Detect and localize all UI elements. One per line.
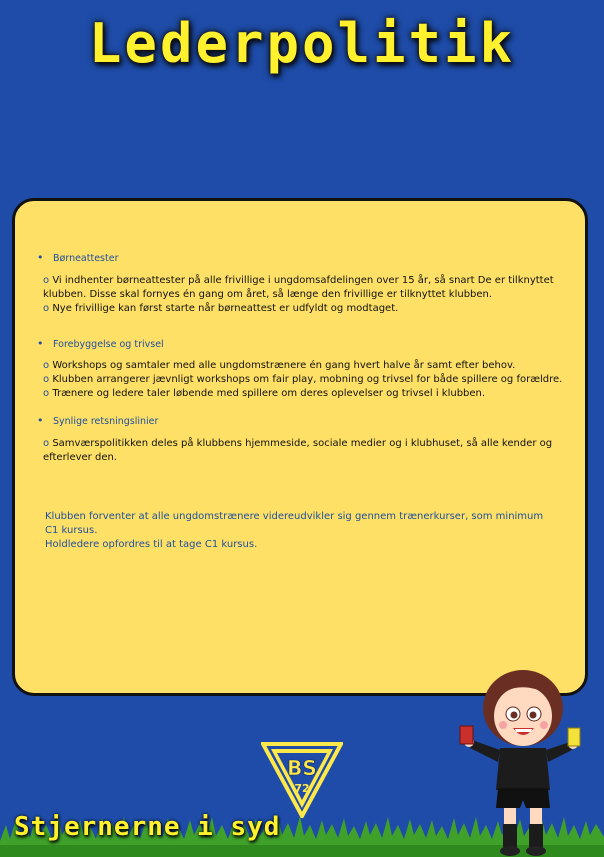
red-card-icon — [460, 726, 473, 744]
section-line: o Klubben arrangerer jævnligt workshops om fair play, mobning og trivsel for både spillere og forældre. — [43, 374, 563, 385]
bullet-icon: • — [37, 251, 44, 264]
logo-number: 72 — [294, 782, 310, 795]
section-line: o Samværspolitikken deles på klubbens hjemmeside, sociale medier og i klubhuset, så alle kender og efterlever den. — [43, 438, 553, 463]
section-heading-retningslinier: • Synlige retsningslinier — [37, 414, 159, 427]
sub-bullet-icon: o — [43, 275, 50, 286]
logo-triangle-icon — [261, 742, 343, 818]
sub-bullet-icon: o — [43, 374, 50, 385]
sub-bullet-icon: o — [43, 388, 50, 399]
referee-illustration — [458, 668, 588, 857]
section-line: o Vi indhenter børneattester på alle frivillige i ungdomsafdelingen over 15 år, så snart De er tilknyttet klubben. Disse skal fornyes én gang om året, så længe den frivillige er tilknyttet klubben. — [43, 275, 554, 300]
bullet-icon: • — [37, 414, 44, 427]
section-line: o Nye frivillige kan først starte når børneattest er udfyldt og modtaget. — [43, 303, 399, 314]
note-line: Holdledere opfordres til at tage C1 kursus. — [45, 539, 258, 550]
sub-bullet-icon: o — [43, 360, 50, 371]
page-title: Lederpolitik — [88, 12, 516, 75]
note-line: Klubben forventer at alle ungdomstrænere videreudvikler sig gennem trænerkurser, som minimum C1 kursus. — [45, 511, 544, 536]
sub-bullet-icon: o — [43, 303, 50, 314]
section-heading-boerneattester: • Børneattester — [37, 251, 119, 264]
section-line: o Workshops og samtaler med alle ungdomstrænere én gang hvert halve år samt efter behov. — [43, 360, 516, 371]
logo-letters: BS — [287, 756, 317, 780]
section-heading-forebyggelse: • Forebyggelse og trivsel — [37, 337, 164, 350]
content-panel — [12, 198, 588, 696]
section-line: o Trænere og ledere taler løbende med spillere om deres oplevelser og trivsel i klubben. — [43, 388, 486, 399]
bullet-icon: • — [37, 337, 44, 350]
yellow-card-icon — [568, 728, 580, 746]
footer-slogan: Stjernerne i syd — [14, 812, 281, 842]
sub-bullet-icon: o — [43, 438, 50, 449]
